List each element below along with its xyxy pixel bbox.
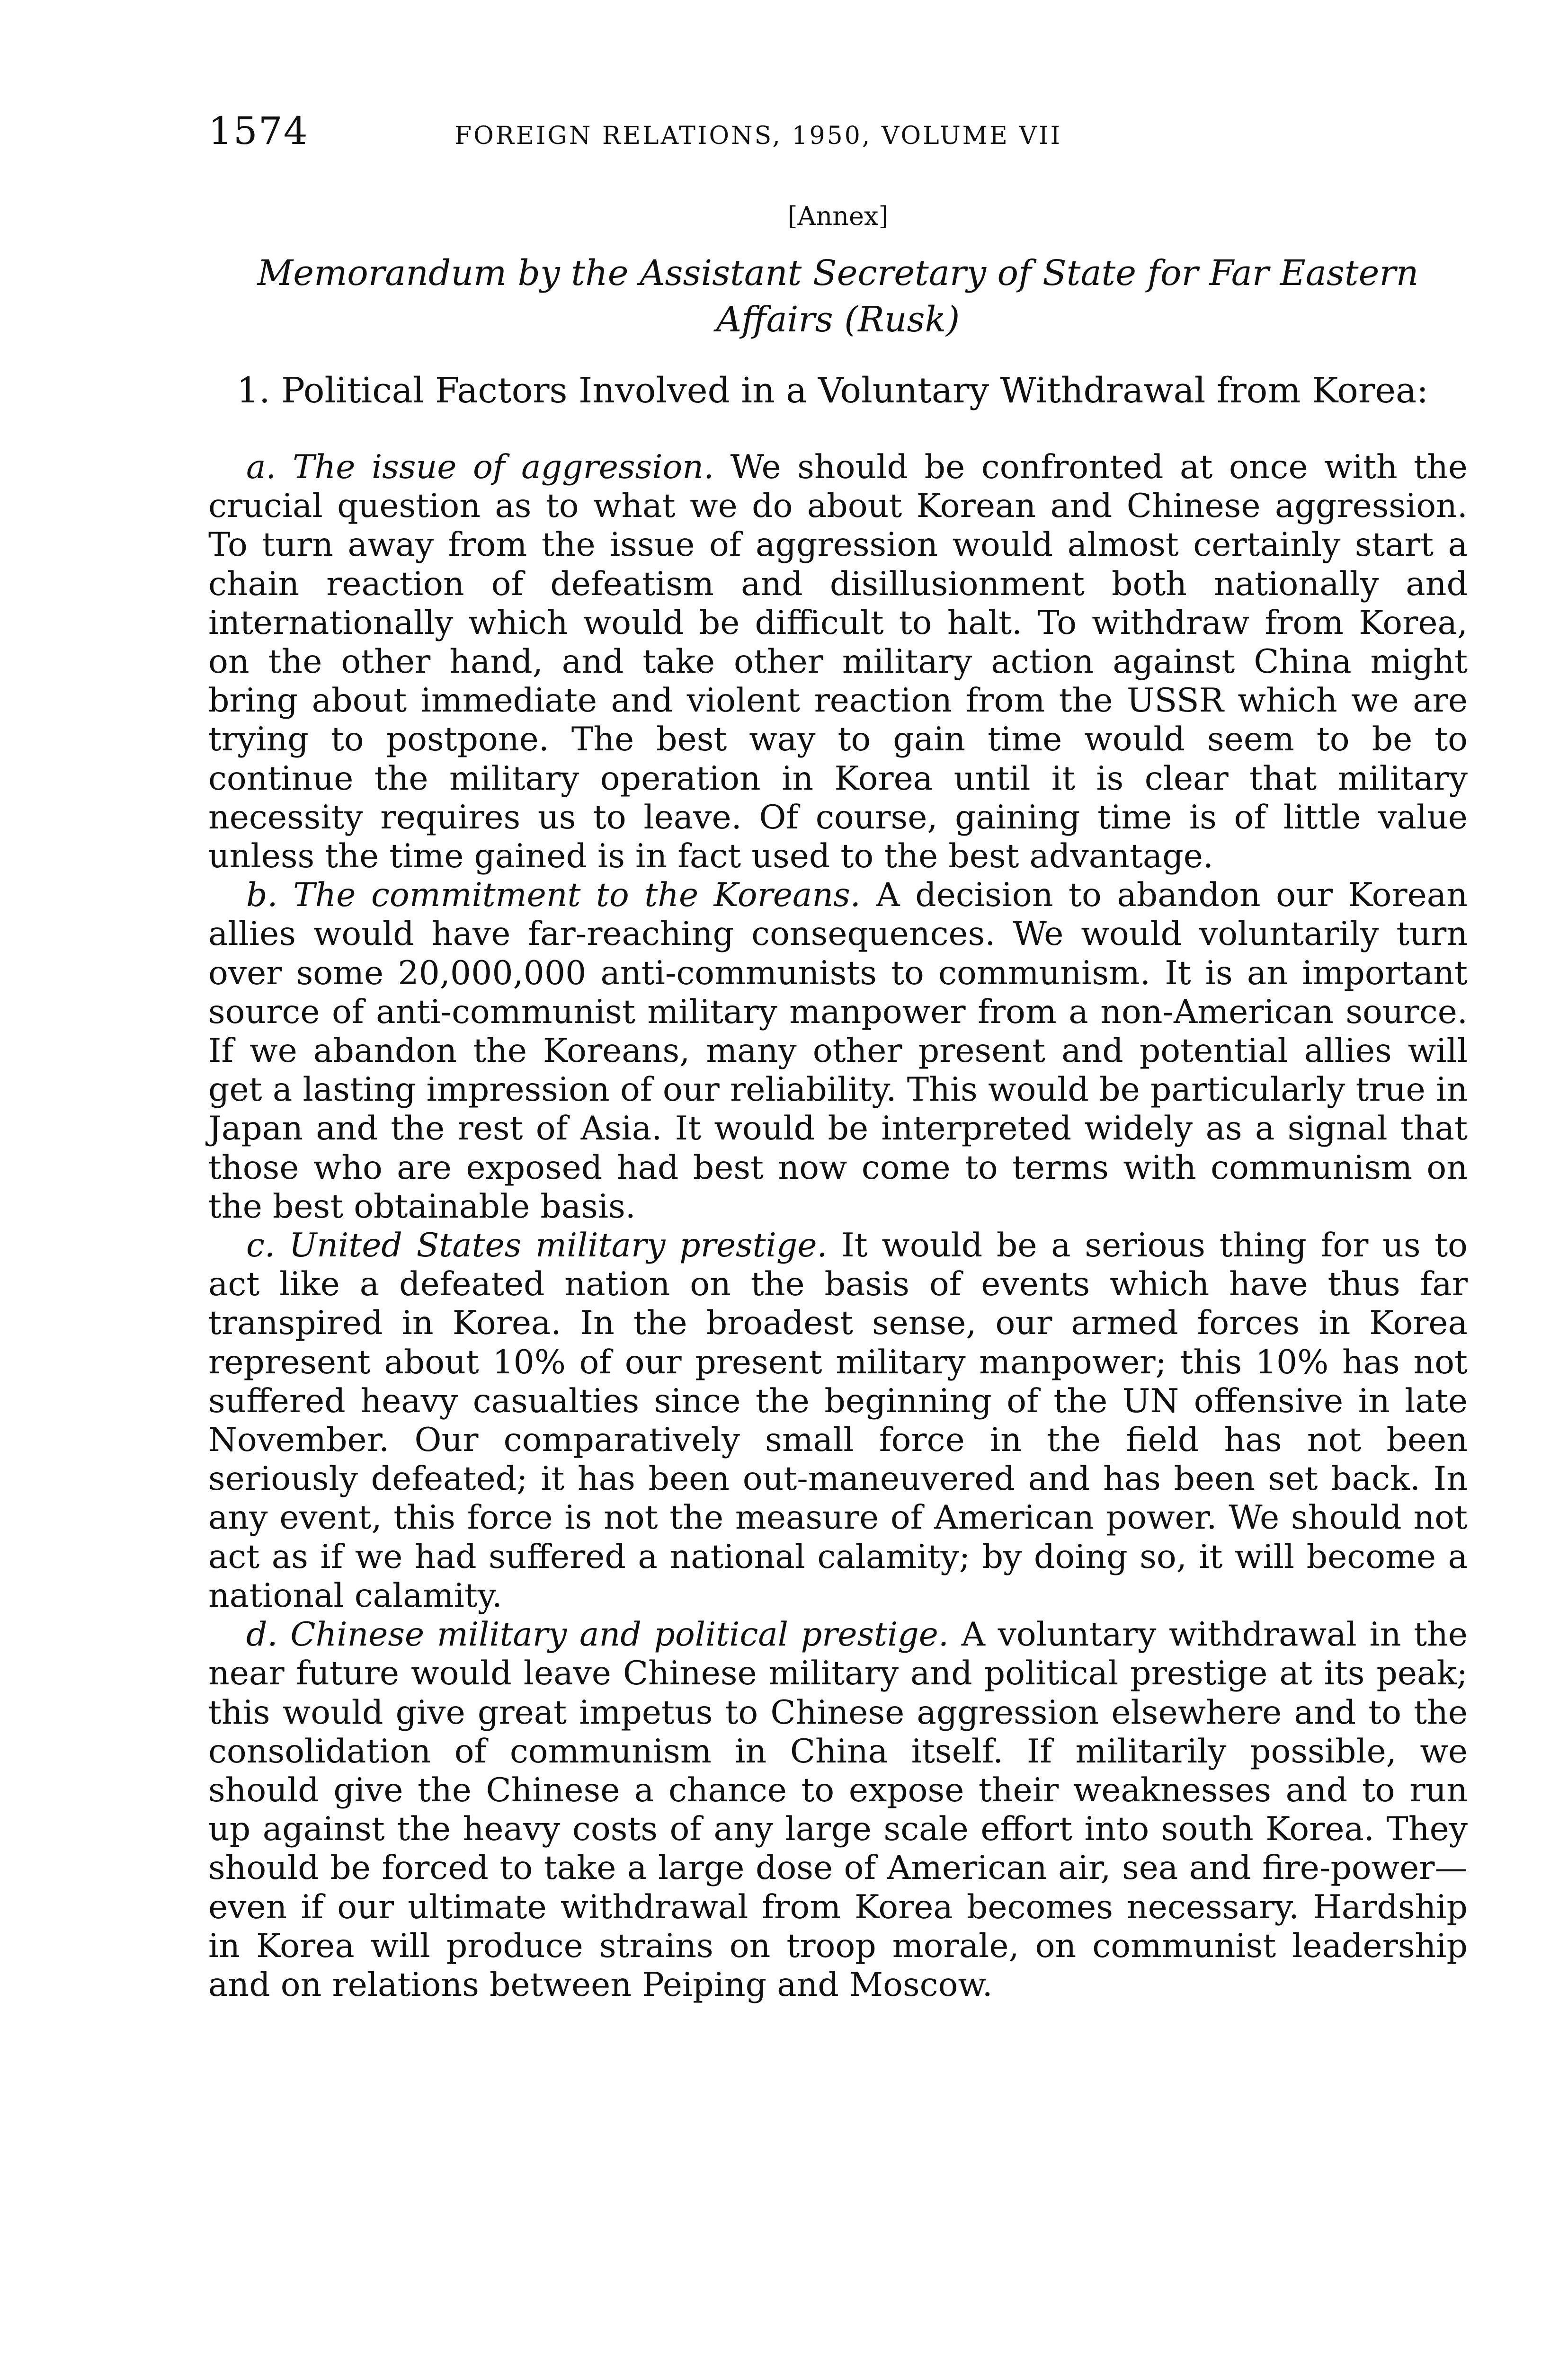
paragraph-chinese-prestige bbox=[208, 1615, 1468, 2004]
paragraph-aggression bbox=[208, 448, 1468, 876]
volume-title: FOREIGN RELATIONS, 1950, VOLUME VII bbox=[454, 122, 1062, 150]
memo-title: Memorandum by the Assistant Secretary of State for Far Eastern Affairs (Rusk) bbox=[257, 253, 1419, 340]
paragraph-text: It would be a serious thing for us to act like a defeated nation on the basis of events which have thus far transpired in Korea. In the broadest sense, our armed forces in Korea represent about 10% of our present military manpower; this 10% has not suffered heavy casualties since the beginning of the UN offensive in late November. Our comparatively small force in the field has not been seriously defeated; it has been out-maneuvered and has been set back. In any event, this force is not the measure of American power. We should not act as if we had suffered a national calamity; by doing so, it will become a national calamity. bbox=[208, 1226, 1468, 1615]
annex-label: [Annex] bbox=[787, 201, 889, 231]
paragraph-lead: c. United States military prestige. bbox=[246, 1226, 828, 1265]
document-page bbox=[208, 109, 1468, 2004]
running-header bbox=[208, 109, 1468, 156]
paragraph-text: We should be confronted at once with the crucial question as to what we do about Korean and Chinese aggression. To turn away from the issue of aggression would almost certainly start a chain reaction of defeatism and disillusionment both nationally and internationally which would be difficult to halt. To withdraw from Korea, on the other hand, and take other military action against China might bring about immediate and violent reaction from the USSR which we are trying to postpone. The best way to gain time would seem to be to continue the military operation in Korea until it is clear that military necessity requires us to leave. Of course, gaining time is of little value unless the time gained is in fact used to the best advantage. bbox=[208, 448, 1468, 876]
paragraph-text: A voluntary withdrawal in the near future would leave Chinese military and political prestige at its peak; this would give great impetus to Chinese aggression elsewhere and to the consolidation of communism in China itself. If militarily possible, we should give the Chinese a chance to expose their weaknesses and to run up against the heavy costs of any large scale effort into south Korea. They should be forced to take a large dose of American air, sea and fire-power—even if our ultimate withdrawal from Korea becomes necessary. Hardship in Korea will produce strains on troop morale, on communist leadership and on relations between Peiping and Moscow. bbox=[208, 1615, 1468, 2004]
paragraph-lead: b. The commitment to the Koreans. bbox=[246, 876, 861, 915]
paragraph-us-prestige bbox=[208, 1226, 1468, 1615]
paragraph-commitment bbox=[208, 876, 1468, 1226]
paragraph-lead: d. Chinese military and political prestige. bbox=[246, 1615, 949, 1654]
paragraph-text: A decision to abandon our Korean allies would have far-reaching consequences. We would voluntarily turn over some 20,000,000 anti-communists to communism. It is an important source of anti-communist military manpower from a non-American source. If we abandon the Koreans, many other present and potential allies will get a lasting impression of our reliability. This would be particularly true in Japan and the rest of Asia. It would be interpreted widely as a signal that those who are exposed had best now come to terms with communism on the best obtainable basis. bbox=[208, 876, 1468, 1226]
page-number: 1574 bbox=[208, 109, 309, 153]
section-heading: 1. Political Factors Involved in a Voluntary Withdrawal from Korea: bbox=[237, 370, 1429, 411]
paragraph-lead: a. The issue of aggression. bbox=[246, 448, 714, 486]
